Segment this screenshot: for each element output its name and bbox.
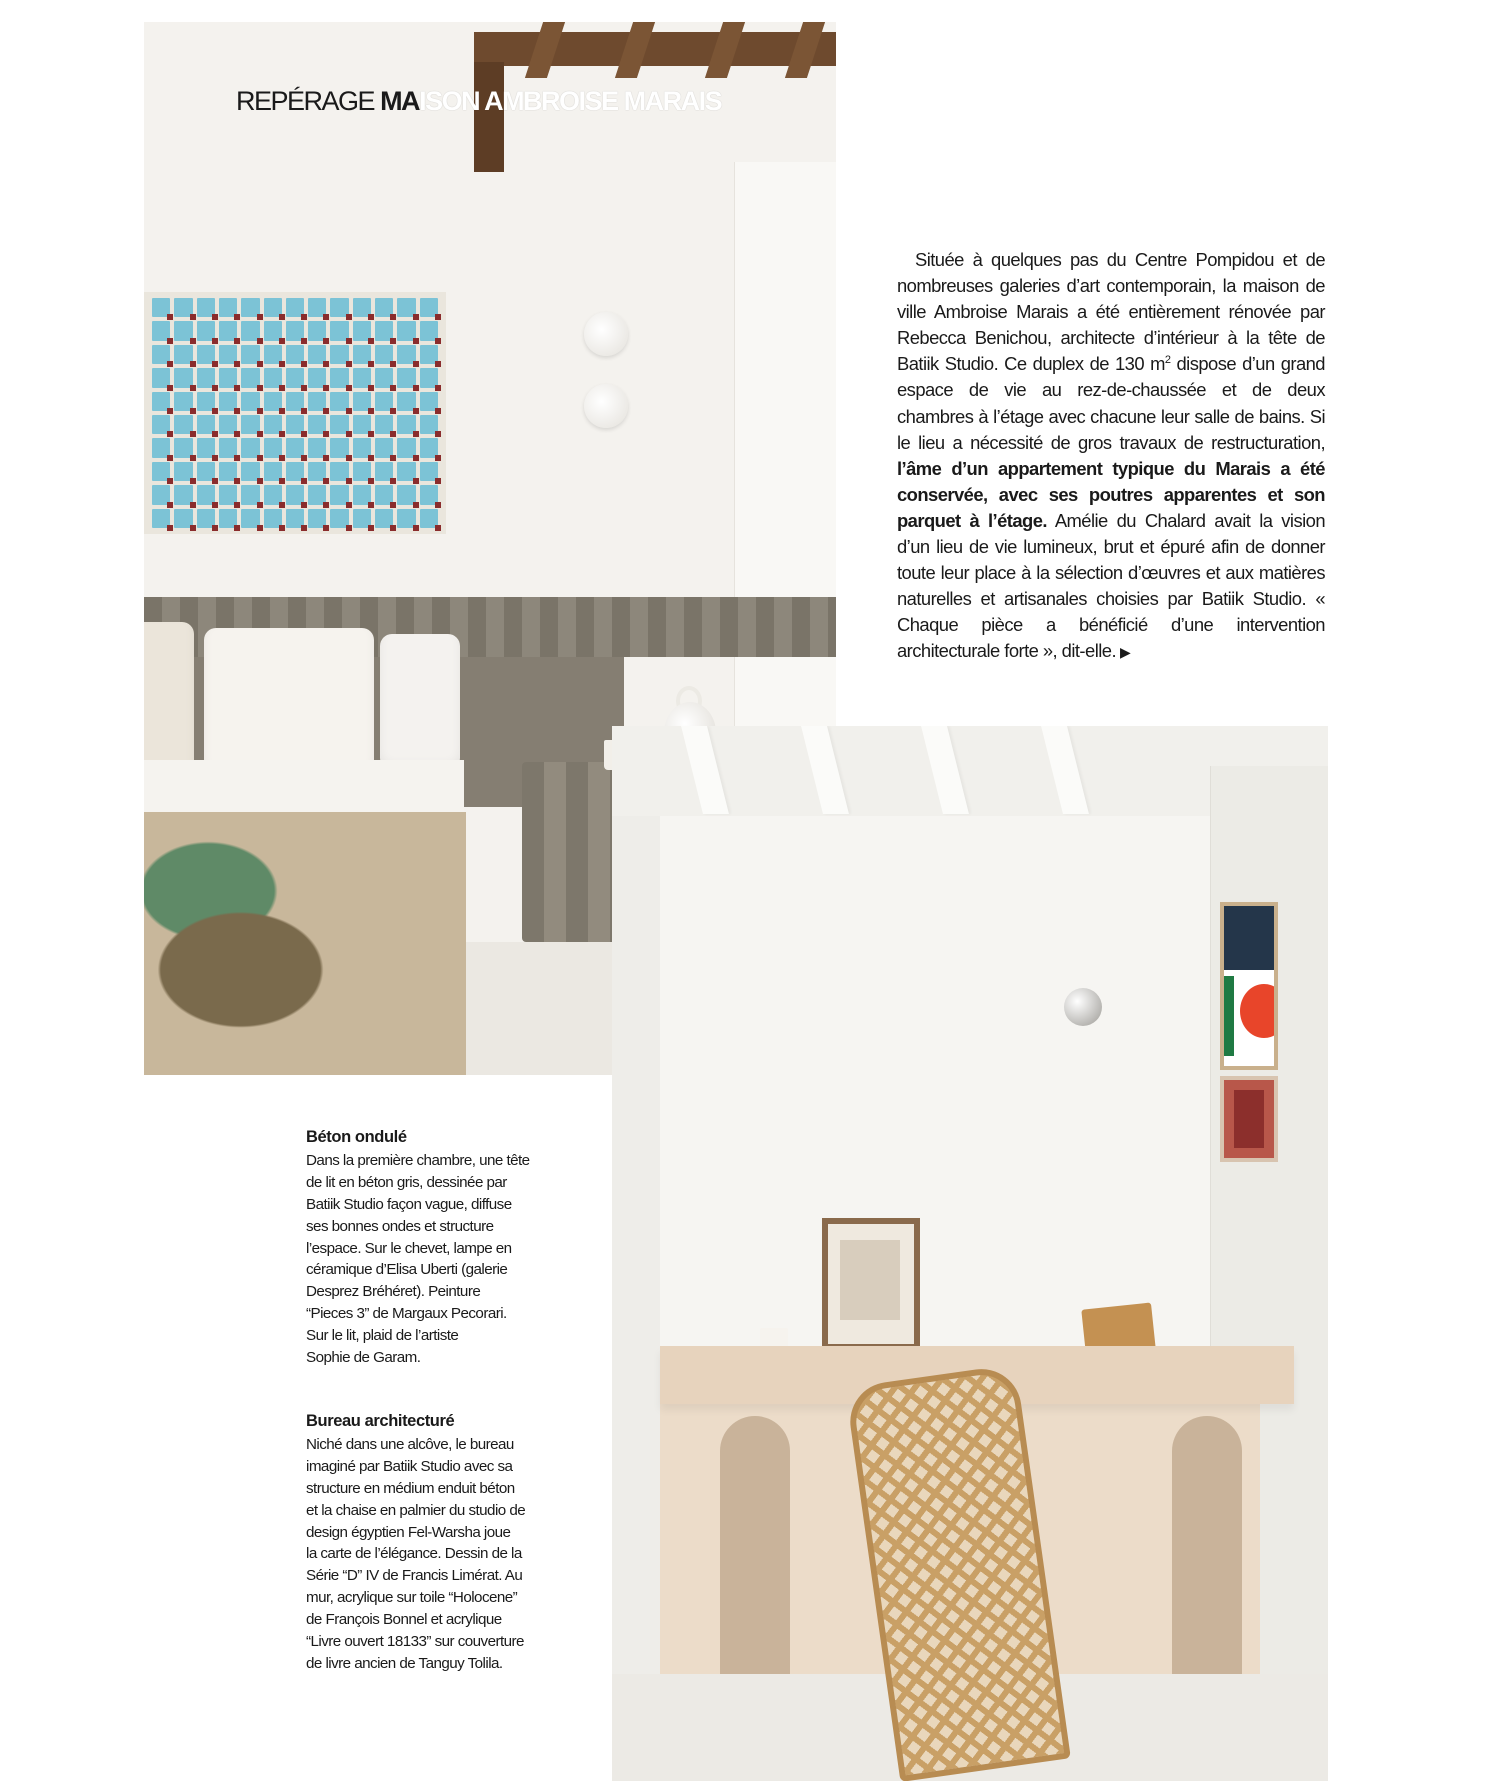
artwork-tile — [397, 485, 415, 504]
artwork-tile — [375, 345, 393, 364]
artwork-tile — [286, 485, 304, 504]
artwork-tile — [241, 509, 259, 528]
artwork-tile — [420, 438, 438, 457]
artwork-tile — [397, 509, 415, 528]
artwork-tile — [375, 368, 393, 387]
artwork-tile — [286, 438, 304, 457]
desk-arch — [1172, 1416, 1242, 1674]
artwork-tile — [219, 415, 237, 434]
artwork-tile — [152, 438, 170, 457]
caption-line: design égyptien Fel-Warsha joue — [306, 1523, 511, 1541]
artwork-tile — [397, 368, 415, 387]
artwork-tile — [219, 485, 237, 504]
continue-arrow-icon: ▶ — [1120, 644, 1131, 661]
artwork-tile — [174, 509, 192, 528]
artwork-tile — [241, 462, 259, 481]
artwork-tile — [308, 392, 326, 411]
artwork-tile — [264, 368, 282, 387]
caption-line: Desprez Bréhéret). Peinture — [306, 1283, 481, 1301]
artwork-tile — [264, 321, 282, 340]
bed-sheets — [144, 760, 464, 820]
artwork-tile — [174, 345, 192, 364]
pillow — [144, 622, 194, 782]
artwork-tile — [308, 415, 326, 434]
artwork-tile — [286, 462, 304, 481]
caption-line: Sophie de Garam. — [306, 1349, 421, 1367]
artwork-tile — [264, 438, 282, 457]
artwork-tile — [219, 321, 237, 340]
artwork-tile — [330, 298, 348, 317]
artwork-tile — [152, 509, 170, 528]
artwork-tile — [375, 509, 393, 528]
artwork-tile — [308, 321, 326, 340]
artwork-tile — [241, 485, 259, 504]
artwork-tile — [420, 509, 438, 528]
artwork-tile — [197, 509, 215, 528]
desk-photo — [612, 726, 1328, 1781]
artwork-tile — [219, 345, 237, 364]
artwork-tile — [174, 438, 192, 457]
artwork-tile — [219, 438, 237, 457]
artwork-tile — [152, 298, 170, 317]
artwork-tile — [264, 509, 282, 528]
artwork-tile — [308, 462, 326, 481]
caption-line: ses bonnes ondes et structure — [306, 1217, 494, 1235]
artwork-tile — [286, 509, 304, 528]
artwork-tile — [174, 392, 192, 411]
intro-bold-text: l’âme d’un appartement typique du Marais a été conservée, avec ses poutres apparentes et son parquet à l’étage. — [897, 457, 1325, 531]
artwork-tile — [241, 415, 259, 434]
caption-title: Béton ondulé — [306, 1128, 407, 1146]
artwork-tile — [308, 345, 326, 364]
artwork-tile — [420, 462, 438, 481]
caption-line: Batiik Studio façon vague, diffuse — [306, 1195, 512, 1213]
artwork-tile — [286, 345, 304, 364]
desk-arch — [720, 1416, 790, 1674]
caption-line: structure en médium enduit béton — [306, 1479, 515, 1497]
artwork-tile — [375, 321, 393, 340]
artwork-tile — [330, 485, 348, 504]
artwork-tile — [174, 485, 192, 504]
artwork-tile — [330, 415, 348, 434]
intro-text-2: dispose d’un grand espace de vie au rez-de-chaussée et de deux chambres à l’étage avec chacune leur salle de bains. Si le lieu a nécessité de gros travaux de restructuration, — [897, 353, 1325, 453]
artwork-tile — [241, 392, 259, 411]
artwork-tile — [353, 392, 371, 411]
caption-body — [306, 1150, 556, 1369]
artwork-tile — [174, 415, 192, 434]
artwork-tile — [286, 321, 304, 340]
caption-beton-ondule — [306, 1127, 556, 1369]
acrylic-painting-livre-ouvert — [1220, 1076, 1278, 1162]
artwork-tile — [353, 438, 371, 457]
artwork-tile — [174, 462, 192, 481]
artwork-tile — [219, 462, 237, 481]
artwork-tile — [286, 415, 304, 434]
artwork-tile — [330, 462, 348, 481]
artwork-tile — [353, 298, 371, 317]
artwork-tile — [241, 438, 259, 457]
caption-line: Série “D” IV de Francis Limérat. Au — [306, 1567, 523, 1585]
intro-text-3: Amélie du Chalard avait la vision d’un lieu de vie lumineux, brut et épuré afin de donner toute leur place à la sélection d’œuvres et aux matières naturelles et artisanales choisies par Batiik Studio. « Chaque pièce a bénéficié d’une intervention architecturale forte », dit-elle. — [897, 509, 1325, 662]
section-label: REPÉRAGE — [236, 86, 375, 116]
artwork-tile — [420, 485, 438, 504]
caption-line: Niché dans une alcôve, le bureau — [306, 1435, 514, 1453]
artwork-tile — [420, 415, 438, 434]
artwork-tile — [197, 392, 215, 411]
artwork-tile — [197, 298, 215, 317]
artwork-tile — [308, 509, 326, 528]
artwork-tile — [375, 298, 393, 317]
artwork-tile — [197, 345, 215, 364]
artwork-tile — [375, 415, 393, 434]
caption-line: la carte de l’élégance. Dessin de la — [306, 1545, 522, 1563]
artwork-tile — [152, 485, 170, 504]
acrylic-painting-holocene — [1220, 902, 1278, 1070]
caption-line: de livre ancien de Tanguy Tolila. — [306, 1654, 503, 1672]
artwork-tile — [152, 368, 170, 387]
woven-wall-artwork — [144, 292, 446, 534]
artwork-tile — [241, 368, 259, 387]
artwork-tile — [353, 321, 371, 340]
artwork-tile — [353, 415, 371, 434]
caption-line: et la chaise en palmier du studio de — [306, 1501, 526, 1519]
artwork-tile — [152, 392, 170, 411]
artwork-tile — [397, 321, 415, 340]
artwork-tile — [308, 438, 326, 457]
pillow — [380, 634, 460, 770]
intro-text-1: Située à quelques pas du Centre Pompidou et de nombreuses galeries d’art contemporain, la maison de ville Ambroise Marais a été entièrement rénovée par Rebecca Benichou, architecte d’intérieur à la tête de Batiik Studio. Ce duplex de 130 m — [897, 249, 1325, 375]
artwork-tile — [397, 345, 415, 364]
caption-line: de François Bonnel et acrylique — [306, 1611, 502, 1629]
artwork-tile — [353, 485, 371, 504]
artwork-tile — [397, 462, 415, 481]
artwork-tile — [152, 415, 170, 434]
artwork-tile — [330, 509, 348, 528]
artwork-tile — [397, 392, 415, 411]
pillow — [204, 628, 374, 778]
artwork-tile — [330, 392, 348, 411]
artwork-tile — [264, 392, 282, 411]
artwork-tile — [241, 321, 259, 340]
caption-line: céramique d’Elisa Uberti (galerie — [306, 1261, 508, 1279]
artwork-tile — [174, 368, 192, 387]
artwork-tile — [241, 298, 259, 317]
artwork-tile — [308, 298, 326, 317]
wall-sconce — [584, 384, 628, 428]
alcove-wall-left — [612, 816, 660, 1781]
artwork-tile — [353, 509, 371, 528]
artwork-tile — [197, 415, 215, 434]
artwork-tile — [420, 368, 438, 387]
article-intro — [897, 247, 1325, 666]
artwork-tile — [330, 368, 348, 387]
artwork-tile — [286, 298, 304, 317]
artwork-tile — [241, 345, 259, 364]
page-header — [236, 88, 721, 115]
artwork-tile — [197, 485, 215, 504]
caption-line: imaginé par Batiik Studio avec sa — [306, 1457, 513, 1475]
caption-bureau-architecture — [306, 1411, 556, 1675]
caption-line: mur, acrylique sur toile “Holocene” — [306, 1589, 518, 1607]
artwork-tile — [330, 321, 348, 340]
artwork-tile — [197, 321, 215, 340]
artwork-tile — [264, 415, 282, 434]
framed-drawing — [822, 1218, 920, 1350]
artwork-tile — [308, 368, 326, 387]
bed-throw — [144, 812, 466, 1075]
artwork-tile — [397, 298, 415, 317]
artwork-tile — [174, 298, 192, 317]
artwork-tile — [197, 462, 215, 481]
artwork-tile — [375, 462, 393, 481]
artwork-tile — [174, 321, 192, 340]
artwork-tile — [219, 298, 237, 317]
artwork-tile — [397, 415, 415, 434]
caption-title: Bureau architecturé — [306, 1412, 455, 1430]
wall-sconce — [1064, 988, 1102, 1026]
artwork-tile — [197, 438, 215, 457]
article-title-prefix: MA — [380, 86, 420, 116]
artwork-tile — [264, 298, 282, 317]
intro-superscript: 2 — [1164, 354, 1171, 367]
article-title-rest: ISON AMBROISE MARAIS — [419, 86, 722, 116]
artwork-tile — [197, 368, 215, 387]
artwork-tile — [375, 485, 393, 504]
caption-line: “Livre ouvert 18133” sur couverture — [306, 1633, 524, 1651]
caption-line: Dans la première chambre, une tête — [306, 1151, 530, 1169]
artwork-tile — [152, 345, 170, 364]
artwork-tile — [152, 462, 170, 481]
artwork-tile — [330, 438, 348, 457]
caption-line: Sur le lit, plaid de l’artiste — [306, 1327, 459, 1345]
caption-line: l’espace. Sur le chevet, lampe en — [306, 1239, 512, 1257]
artwork-tile — [152, 321, 170, 340]
artwork-tile — [219, 368, 237, 387]
artwork-tile — [353, 345, 371, 364]
artwork-tile — [353, 462, 371, 481]
artwork-tile — [420, 345, 438, 364]
caption-body — [306, 1434, 556, 1675]
artwork-tile — [264, 462, 282, 481]
artwork-tile — [375, 392, 393, 411]
artwork-tile — [420, 298, 438, 317]
artwork-tile — [420, 321, 438, 340]
artwork-tile — [286, 392, 304, 411]
artwork-tile — [353, 368, 371, 387]
artwork-tile — [330, 345, 348, 364]
ceiling-beams — [474, 22, 836, 142]
caption-line: “Pieces 3” de Margaux Pecorari. — [306, 1305, 507, 1323]
caption-line: de lit en béton gris, dessinée par — [306, 1173, 507, 1191]
artwork-tile — [219, 509, 237, 528]
artwork-tile — [286, 368, 304, 387]
wall-sconce — [584, 312, 628, 356]
artwork-tile — [219, 392, 237, 411]
artwork-tile — [375, 438, 393, 457]
artwork-tile — [308, 485, 326, 504]
artwork-tile — [264, 345, 282, 364]
artwork-tile — [397, 438, 415, 457]
artwork-tile — [420, 392, 438, 411]
artwork-tile — [264, 485, 282, 504]
